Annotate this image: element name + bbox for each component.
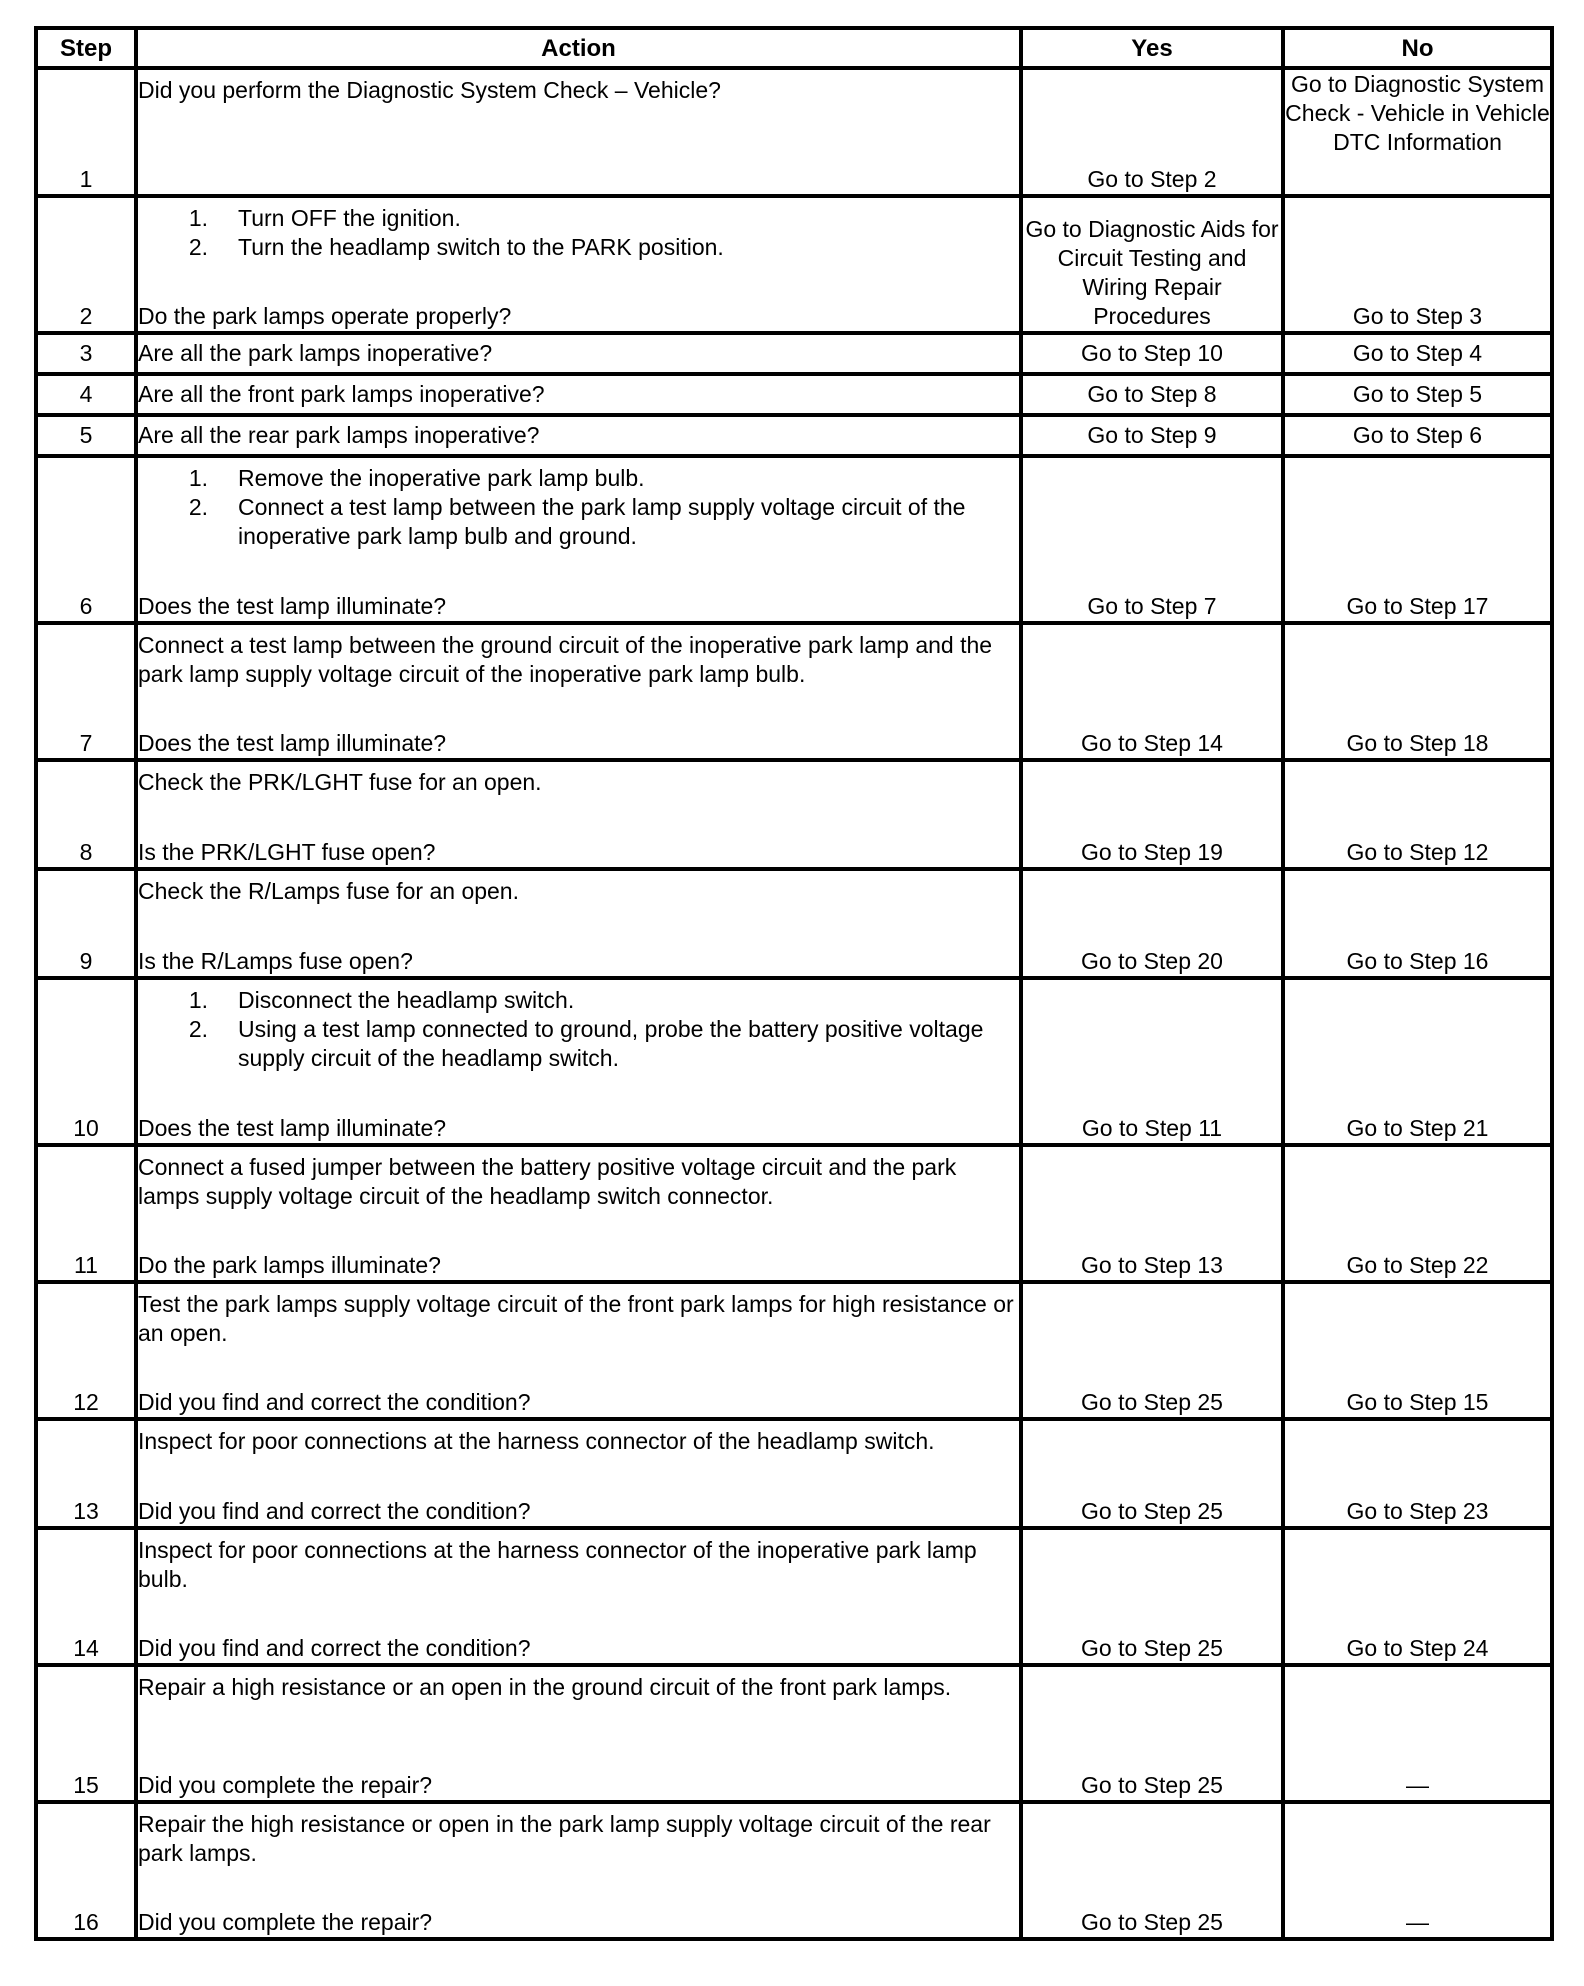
- table-row: [36, 760, 1552, 869]
- action-cell: [136, 68, 1021, 196]
- no-result: Go to Step 15: [1283, 1282, 1552, 1419]
- yes-result: Go to Step 13: [1021, 1145, 1283, 1282]
- procedure-step-text: Connect a test lamp between the park lamp supply voltage circuit of the inoperative park lamp bulb and ground.: [238, 494, 966, 549]
- procedure-list: [138, 464, 1019, 551]
- table-row: [36, 68, 1552, 196]
- action-cell: [136, 1419, 1021, 1528]
- action-cell: [136, 374, 1021, 415]
- no-result: Go to Step 24: [1283, 1528, 1552, 1665]
- step-number: 14: [36, 1528, 136, 1665]
- procedure-step: [138, 233, 1019, 262]
- step-number: 11: [36, 1145, 136, 1282]
- action-question: Does the test lamp illuminate?: [138, 730, 447, 756]
- yes-result: Go to Step 11: [1021, 978, 1283, 1145]
- action-cell: [136, 1802, 1021, 1939]
- yes-result: Go to Step 2: [1021, 68, 1283, 196]
- no-result: Go to Step 17: [1283, 456, 1552, 623]
- header-yes: Yes: [1021, 28, 1283, 68]
- no-result: Go to Step 4: [1283, 333, 1552, 374]
- yes-result: Go to Step 9: [1021, 415, 1283, 456]
- action-cell: [136, 1528, 1021, 1665]
- action-cell: [136, 456, 1021, 623]
- yes-result: Go to Step 25: [1021, 1282, 1283, 1419]
- no-result: Go to Step 16: [1283, 869, 1552, 978]
- no-result: Go to Step 22: [1283, 1145, 1552, 1282]
- step-number: 7: [36, 623, 136, 760]
- step-number: 13: [36, 1419, 136, 1528]
- yes-result: Go to Step 7: [1021, 456, 1283, 623]
- action-instruction: Inspect for poor connections at the harness connector of the inoperative park lamp bulb.: [138, 1537, 977, 1592]
- yes-result: Go to Step 25: [1021, 1665, 1283, 1802]
- yes-result: Go to Step 25: [1021, 1528, 1283, 1665]
- table-row: [36, 1145, 1552, 1282]
- procedure-step-number: 2.: [188, 234, 208, 260]
- action-instruction: Repair the high resistance or open in the park lamp supply voltage circuit of the rear park lamps.: [138, 1811, 991, 1866]
- step-number: 15: [36, 1665, 136, 1802]
- action-instruction: Are all the rear park lamps inoperative?: [138, 422, 540, 448]
- yes-result: Go to Step 20: [1021, 869, 1283, 978]
- action-question: Did you find and correct the condition?: [138, 1498, 531, 1524]
- no-result: —: [1283, 1802, 1552, 1939]
- procedure-step-number: 1.: [188, 205, 208, 231]
- no-result: —: [1283, 1665, 1552, 1802]
- table-row: [36, 1802, 1552, 1939]
- yes-result: Go to Step 10: [1021, 333, 1283, 374]
- action-instruction: Connect a test lamp between the ground circuit of the inoperative park lamp and the park lamp supply voltage circuit of the inoperative park lamp bulb.: [138, 632, 993, 687]
- procedure-step-number: 2.: [188, 1016, 208, 1042]
- yes-result: Go to Step 25: [1021, 1419, 1283, 1528]
- yes-result: Go to Diagnostic Aids for Circuit Testing and Wiring Repair Procedures: [1021, 196, 1283, 333]
- action-question: Does the test lamp illuminate?: [138, 593, 447, 619]
- step-number: 2: [36, 196, 136, 333]
- step-number: 4: [36, 374, 136, 415]
- action-cell: [136, 333, 1021, 374]
- header-step: Step: [36, 28, 136, 68]
- no-result: Go to Step 3: [1283, 196, 1552, 333]
- action-question: Did you find and correct the condition?: [138, 1389, 531, 1415]
- table-body: [36, 68, 1552, 1939]
- action-instruction: Test the park lamps supply voltage circuit of the front park lamps for high resistance or an open.: [138, 1291, 1014, 1346]
- table-row: [36, 333, 1552, 374]
- action-instruction: Repair a high resistance or an open in the ground circuit of the front park lamps.: [138, 1674, 952, 1700]
- action-instruction: Inspect for poor connections at the harness connector of the headlamp switch.: [138, 1428, 935, 1454]
- action-cell: [136, 415, 1021, 456]
- diagnostic-table: [34, 26, 1554, 1941]
- action-question: Did you complete the repair?: [138, 1772, 433, 1798]
- procedure-step-number: 1.: [188, 987, 208, 1013]
- step-number: 9: [36, 869, 136, 978]
- procedure-step: [138, 986, 1019, 1015]
- step-number: 10: [36, 978, 136, 1145]
- procedure-step-text: Disconnect the headlamp switch.: [238, 987, 575, 1013]
- action-question: Did you complete the repair?: [138, 1909, 433, 1935]
- action-cell: [136, 1282, 1021, 1419]
- table-row: [36, 374, 1552, 415]
- header-no: No: [1283, 28, 1552, 68]
- procedure-list: [138, 204, 1019, 262]
- action-cell: [136, 196, 1021, 333]
- table-row: [36, 623, 1552, 760]
- procedure-step-text: Turn OFF the ignition.: [238, 205, 461, 231]
- no-result: Go to Step 18: [1283, 623, 1552, 760]
- no-result: Go to Step 21: [1283, 978, 1552, 1145]
- action-cell: [136, 1665, 1021, 1802]
- table-row: [36, 1665, 1552, 1802]
- action-instruction: Connect a fused jumper between the battery positive voltage circuit and the park lamps supply voltage circuit of the headlamp switch connector.: [138, 1154, 957, 1209]
- table-row: [36, 1528, 1552, 1665]
- no-result: Go to Step 6: [1283, 415, 1552, 456]
- procedure-step: [138, 464, 1019, 493]
- action-question: Do the park lamps illuminate?: [138, 1252, 441, 1278]
- procedure-step: [138, 204, 1019, 233]
- step-number: 1: [36, 68, 136, 196]
- action-question: Is the R/Lamps fuse open?: [138, 948, 413, 974]
- yes-result: Go to Step 14: [1021, 623, 1283, 760]
- yes-result: Go to Step 25: [1021, 1802, 1283, 1939]
- step-number: 12: [36, 1282, 136, 1419]
- action-question: Do the park lamps operate properly?: [138, 303, 512, 329]
- yes-result: Go to Step 8: [1021, 374, 1283, 415]
- table-row: [36, 1419, 1552, 1528]
- procedure-list: [138, 986, 1019, 1073]
- action-cell: [136, 978, 1021, 1145]
- no-result: Go to Step 23: [1283, 1419, 1552, 1528]
- header-row: [36, 28, 1552, 68]
- table-row: [36, 196, 1552, 333]
- action-instruction: Did you perform the Diagnostic System Check – Vehicle?: [138, 77, 721, 103]
- step-number: 5: [36, 415, 136, 456]
- step-number: 16: [36, 1802, 136, 1939]
- table-row: [36, 978, 1552, 1145]
- yes-result: Go to Step 19: [1021, 760, 1283, 869]
- no-result: Go to Step 12: [1283, 760, 1552, 869]
- header-action: Action: [136, 28, 1021, 68]
- action-cell: [136, 1145, 1021, 1282]
- no-result: Go to Step 5: [1283, 374, 1552, 415]
- action-cell: [136, 869, 1021, 978]
- action-cell: [136, 623, 1021, 760]
- action-question: Did you find and correct the condition?: [138, 1635, 531, 1661]
- step-number: 6: [36, 456, 136, 623]
- action-question: Is the PRK/LGHT fuse open?: [138, 839, 436, 865]
- procedure-step: [138, 493, 1019, 551]
- procedure-step-text: Turn the headlamp switch to the PARK position.: [238, 234, 724, 260]
- procedure-step-text: Using a test lamp connected to ground, probe the battery positive voltage supply circuit of the headlamp switch.: [238, 1016, 984, 1071]
- procedure-step-number: 2.: [188, 494, 208, 520]
- action-instruction: Check the R/Lamps fuse for an open.: [138, 878, 519, 904]
- action-instruction: Are all the park lamps inoperative?: [138, 340, 493, 366]
- procedure-step: [138, 1015, 1019, 1073]
- action-instruction: Are all the front park lamps inoperative?: [138, 381, 545, 407]
- action-question: Does the test lamp illuminate?: [138, 1115, 447, 1141]
- action-instruction: Check the PRK/LGHT fuse for an open.: [138, 769, 542, 795]
- step-number: 8: [36, 760, 136, 869]
- action-cell: [136, 760, 1021, 869]
- table-row: [36, 1282, 1552, 1419]
- table-row: [36, 415, 1552, 456]
- procedure-step-text: Remove the inoperative park lamp bulb.: [238, 465, 645, 491]
- no-result: Go to Diagnostic System Check - Vehicle in Vehicle DTC Information: [1283, 68, 1552, 196]
- step-number: 3: [36, 333, 136, 374]
- table-row: [36, 869, 1552, 978]
- table-row: [36, 456, 1552, 623]
- procedure-step-number: 1.: [188, 465, 208, 491]
